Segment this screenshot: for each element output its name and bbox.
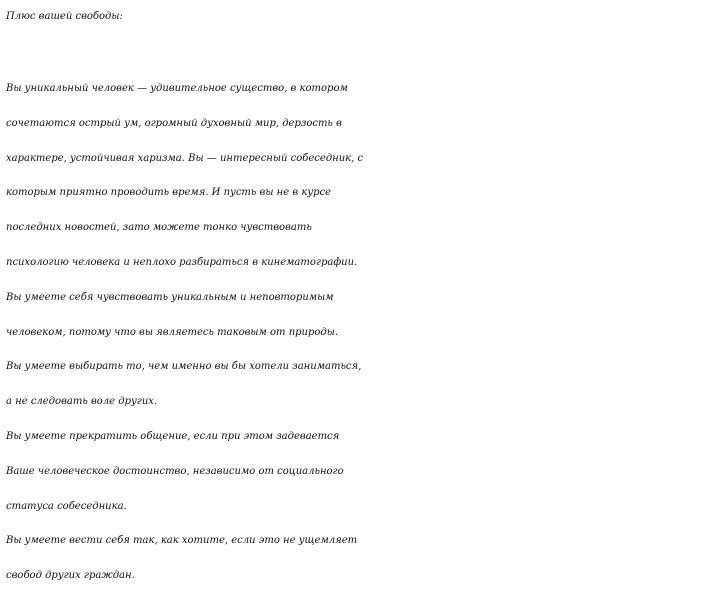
- text-line: свобод других граждан.: [6, 570, 135, 582]
- text-line: характере, устойчивая харизма. Вы — интересный собеседник, с: [6, 152, 364, 164]
- text-line: Вы умеете прекратить общение, если при этом задевается: [6, 430, 340, 442]
- document-title: Плюс вашей свободы:: [6, 11, 123, 22]
- text-line: Вы умеете себя чувствовать уникальным и неповторимым: [6, 291, 334, 303]
- text-line: психологию человека и неплохо разбираться в кинематографии.: [6, 256, 358, 268]
- document-body: [6, 72, 716, 594]
- text-line: Ваше человеческое достоинство, независимо от социального: [6, 465, 344, 477]
- document-page: [6, 2, 716, 594]
- text-line: Вы умеете выбирать то, чем именно вы бы хотели заниматься,: [6, 361, 362, 373]
- text-line: человеком, потому что вы являетесь таковым от природы.: [6, 326, 339, 338]
- text-line: а не следовать воле других.: [6, 396, 158, 408]
- text-line: Вы уникальный человек — удивительное существо, в котором: [6, 83, 348, 94]
- text-line: статуса собеседника.: [6, 500, 127, 512]
- text-line: Вы умеете вести себя так, как хотите, если это не ущемляет: [6, 535, 358, 547]
- blank-line: [6, 32, 716, 72]
- text-line: сочетаются острый ум, огромный духовный мир, дерзость в: [6, 117, 342, 129]
- text-line: последних новостей, зато можете тонко чувствовать: [6, 222, 312, 234]
- text-line: которым приятно проводить время. И пусть вы не в курсе: [6, 187, 332, 199]
